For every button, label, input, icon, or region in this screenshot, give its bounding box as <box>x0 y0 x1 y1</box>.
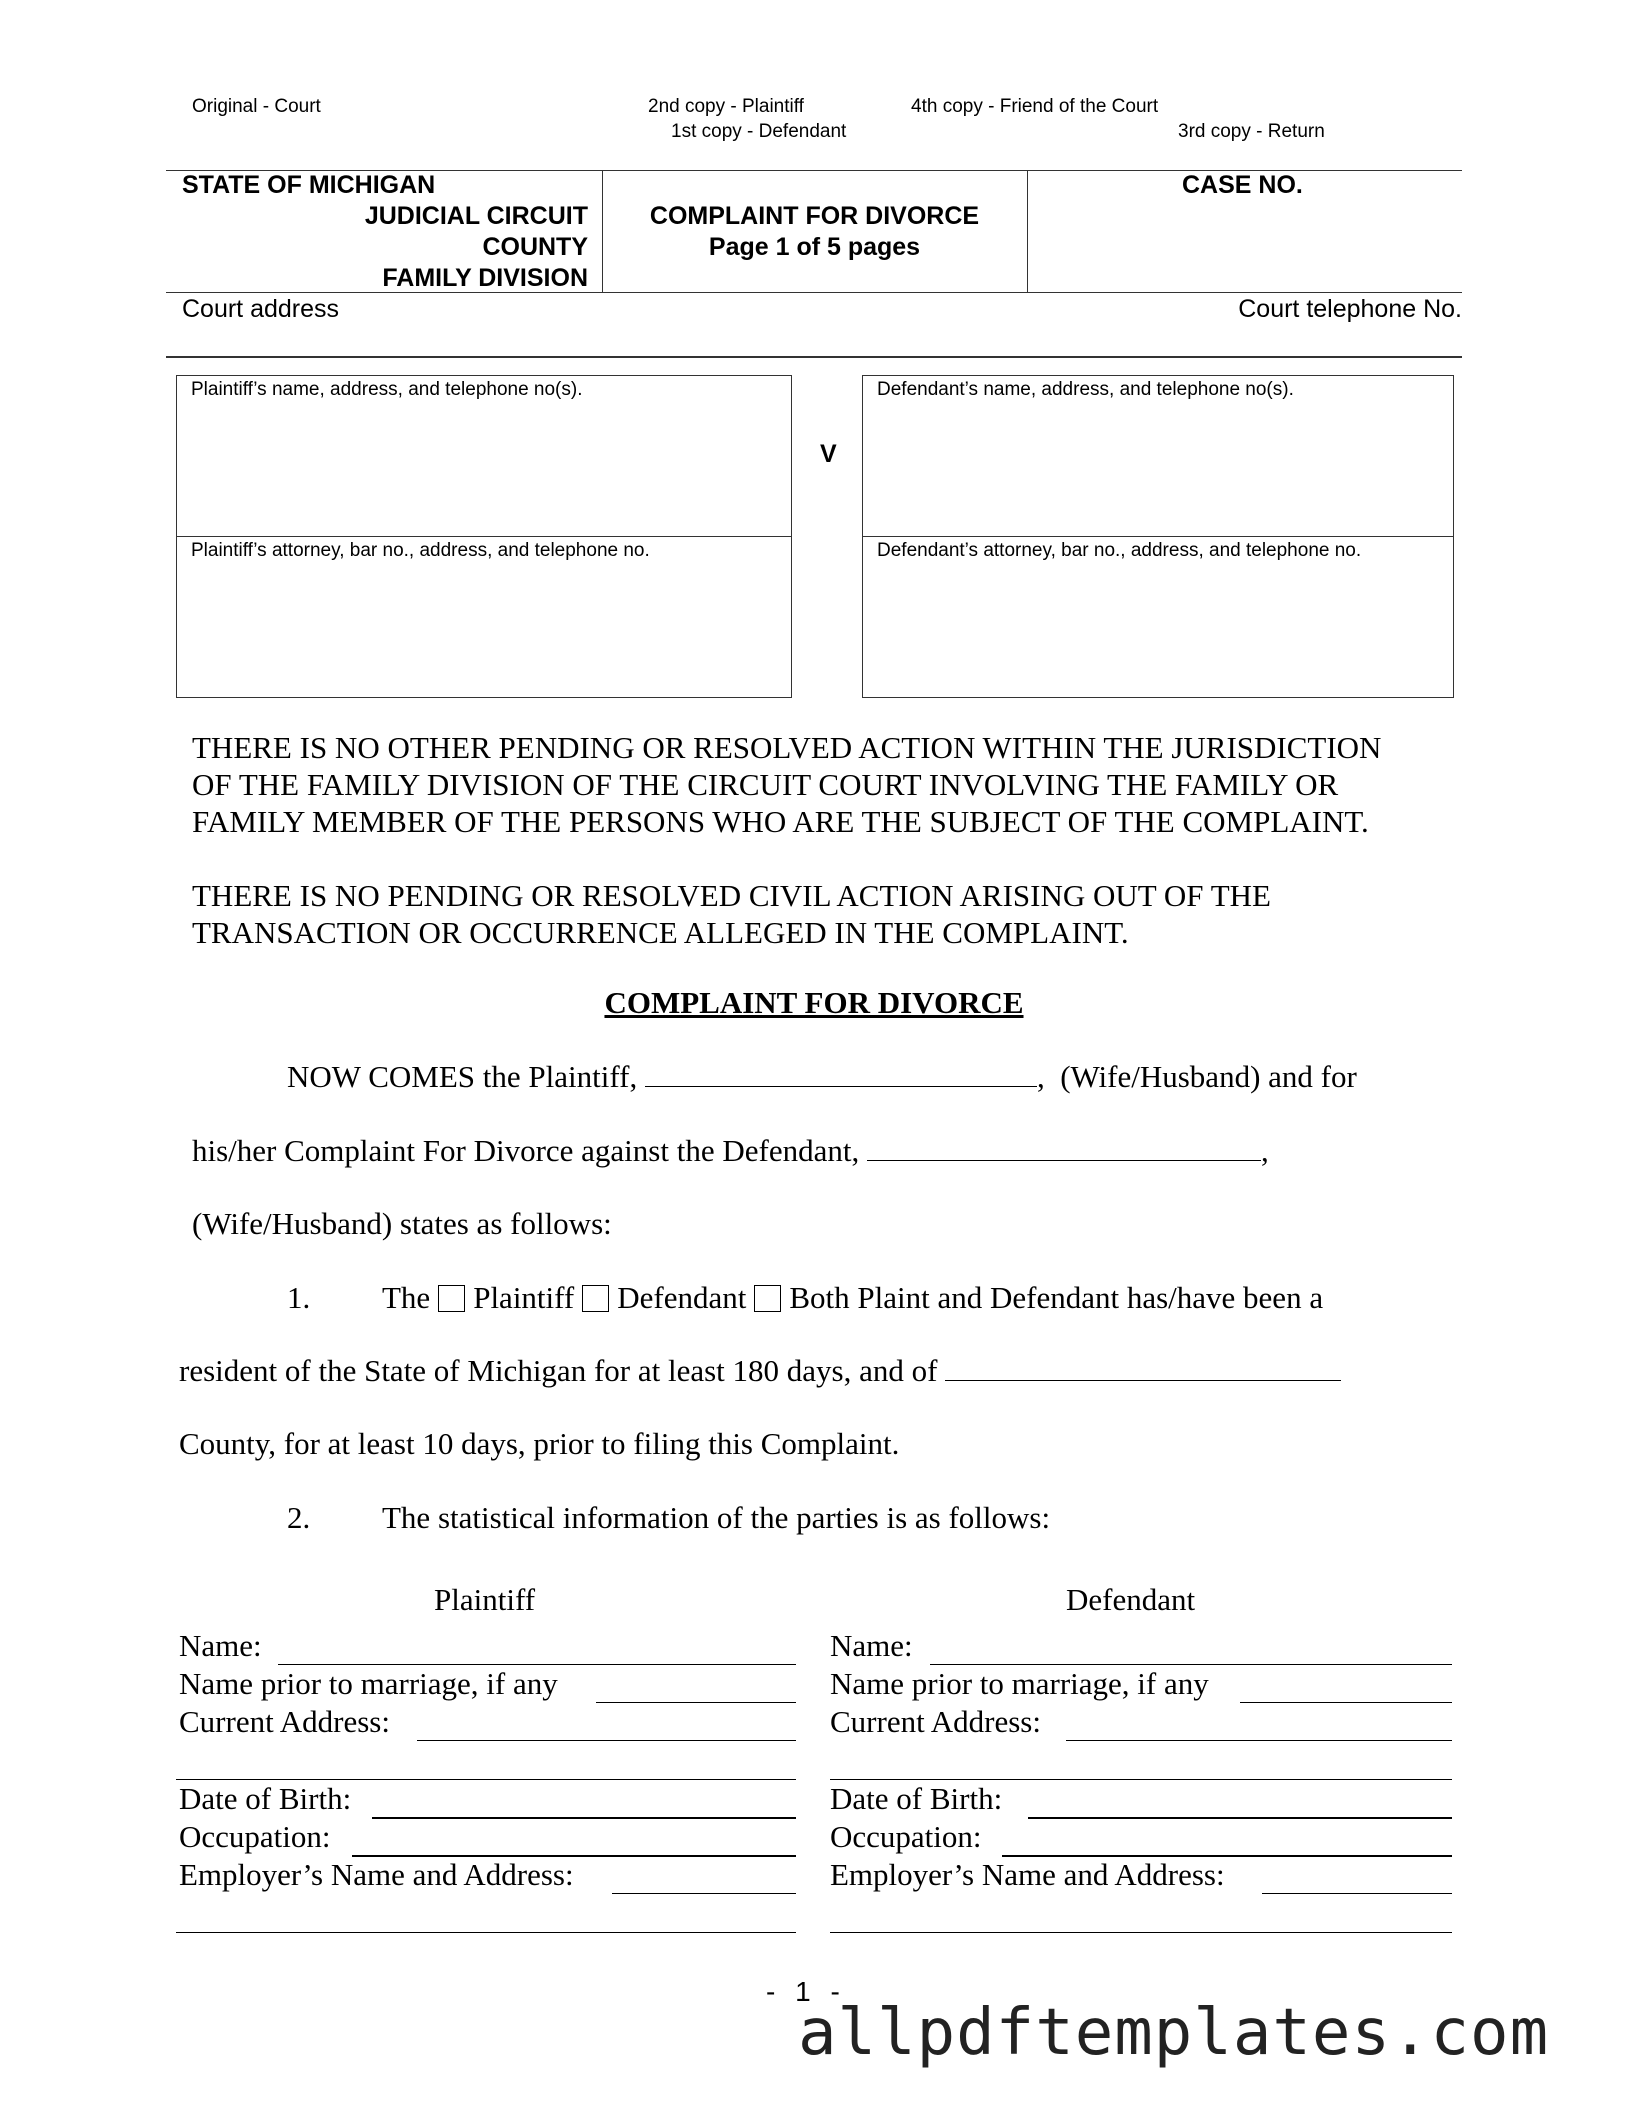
watermark: allpdftemplates.com <box>798 1996 1550 2070</box>
defendant-dob-field[interactable] <box>1028 1817 1452 1819</box>
plaintiff-name-label: Name: <box>179 1628 262 1663</box>
defendant-prior-name-field[interactable] <box>1240 1702 1452 1703</box>
court-telephone-label: Court telephone No. <box>1238 295 1462 323</box>
plaintiff-employer-field[interactable] <box>612 1893 796 1894</box>
both-checkbox[interactable] <box>754 1285 781 1312</box>
against-line <box>192 1133 1269 1169</box>
item-1-the: The <box>382 1280 431 1315</box>
plaintiff-address-field[interactable] <box>417 1740 796 1741</box>
page-number: - 1 - <box>766 1976 846 2007</box>
defendant-column-heading: Defendant <box>1066 1582 1196 1617</box>
defendant-prior-name-label: Name prior to marriage, if any <box>830 1666 1209 1701</box>
statement-line-4: THERE IS NO PENDING OR RESOLVED CIVIL ACTION ARISING OUT OF THE <box>192 878 1271 913</box>
resident-text: resident of the State of Michigan for at least 180 days, and of <box>179 1353 938 1388</box>
defendant-name-blank[interactable] <box>867 1134 1261 1161</box>
plaintiff-name-blank[interactable] <box>645 1060 1037 1087</box>
comma-2: , <box>1260 1133 1269 1168</box>
resident-line <box>179 1353 1341 1389</box>
defendant-employer-label: Employer’s Name and Address: <box>830 1857 1225 1892</box>
plaintiff-employer-field-2[interactable] <box>176 1932 796 1933</box>
item-1-number: 1. <box>287 1280 311 1315</box>
against-text: his/her Complaint For Divorce against the Defendant, <box>192 1133 860 1168</box>
plaintiff-attorney-box[interactable] <box>176 536 792 698</box>
plaintiff-info-box[interactable] <box>176 375 792 537</box>
plaintiff-address-label: Current Address: <box>179 1704 390 1739</box>
plaintiff-info-label: Plaintiff’s name, address, and telephone no(s). <box>191 379 583 400</box>
page-info: Page 1 of 5 pages <box>708 233 921 261</box>
defendant-checkbox[interactable] <box>582 1285 609 1312</box>
plaintiff-name-field[interactable] <box>278 1664 796 1665</box>
defendant-dob-label: Date of Birth: <box>830 1781 1003 1816</box>
plaintiff-dob-field[interactable] <box>372 1817 796 1819</box>
plaintiff-attorney-label: Plaintiff’s attorney, bar no., address, and telephone no. <box>191 540 650 561</box>
copy-original: Original - Court <box>192 96 321 117</box>
family-division-label: FAMILY DIVISION <box>382 264 588 292</box>
plaintiff-prior-name-label: Name prior to marriage, if any <box>179 1666 558 1701</box>
defendant-info-box[interactable] <box>862 375 1454 537</box>
defendant-attorney-box[interactable] <box>862 536 1454 698</box>
option-defendant: Defendant <box>617 1280 747 1315</box>
plaintiff-checkbox[interactable] <box>438 1285 465 1312</box>
state-name: STATE OF MICHIGAN <box>182 171 436 199</box>
plaintiff-dob-label: Date of Birth: <box>179 1781 352 1816</box>
court-address-label: Court address <box>182 295 340 323</box>
statement-line-3: FAMILY MEMBER OF THE PERSONS WHO ARE THE SUBJECT OF THE COMPLAINT. <box>192 804 1369 839</box>
now-comes-text: NOW COMES the Plaintiff, <box>287 1059 638 1094</box>
county-line: County, for at least 10 days, prior to filing this Complaint. <box>179 1426 900 1461</box>
defendant-address-label: Current Address: <box>830 1704 1041 1739</box>
plaintiff-prior-name-field[interactable] <box>596 1702 796 1703</box>
county-name-blank[interactable] <box>945 1354 1341 1381</box>
item-1-line <box>382 1280 1323 1316</box>
plaintiff-column-heading: Plaintiff <box>434 1582 536 1617</box>
header-bottom-rule <box>166 292 1462 293</box>
header-divider-left <box>602 170 603 292</box>
defendant-address-field-2[interactable] <box>830 1779 1452 1780</box>
copy-third: 3rd copy - Return <box>1178 121 1325 142</box>
defendant-info-label: Defendant’s name, address, and telephone no(s). <box>877 379 1294 400</box>
plaintiff-employer-label: Employer’s Name and Address: <box>179 1857 574 1892</box>
copy-first: 1st copy - Defendant <box>671 121 847 142</box>
statement-line-2: OF THE FAMILY DIVISION OF THE CIRCUIT COURT INVOLVING THE FAMILY OR <box>192 767 1339 802</box>
plaintiff-address-field-2[interactable] <box>176 1779 796 1780</box>
wife-husband-and-for: (Wife/Husband) and for <box>1060 1059 1357 1094</box>
case-number-label: CASE NO. <box>1182 171 1303 199</box>
option-both: Both Plaint and Defendant has/have been a <box>789 1280 1324 1315</box>
defendant-employer-field-2[interactable] <box>830 1932 1452 1933</box>
item-2-text: The statistical information of the parties is as follows: <box>382 1500 1051 1535</box>
copy-fourth: 4th copy - Friend of the Court <box>911 96 1159 117</box>
comma-1: , <box>1036 1059 1045 1094</box>
defendant-address-field[interactable] <box>1066 1740 1452 1741</box>
now-comes-line <box>287 1059 1357 1095</box>
defendant-occupation-label: Occupation: <box>830 1819 982 1854</box>
complaint-heading: COMPLAINT FOR DIVORCE <box>604 985 1024 1020</box>
county-label: COUNTY <box>482 233 588 261</box>
judicial-circuit-label: JUDICIAL CIRCUIT <box>364 202 588 230</box>
option-plaintiff: Plaintiff <box>473 1280 575 1315</box>
header-divider-right <box>1027 170 1028 292</box>
defendant-attorney-label: Defendant’s attorney, bar no., address, and telephone no. <box>877 540 1362 561</box>
plaintiff-occupation-label: Occupation: <box>179 1819 331 1854</box>
defendant-name-label: Name: <box>830 1628 913 1663</box>
form-title: COMPLAINT FOR DIVORCE <box>649 202 980 230</box>
defendant-name-field[interactable] <box>930 1664 1452 1665</box>
copy-second: 2nd copy - Plaintiff <box>648 96 804 117</box>
defendant-employer-field[interactable] <box>1262 1893 1452 1894</box>
court-info-rule <box>166 356 1462 358</box>
item-2-number: 2. <box>287 1500 311 1535</box>
statement-line-1: THERE IS NO OTHER PENDING OR RESOLVED ACTION WITHIN THE JURISDICTION <box>192 730 1382 765</box>
versus-mark: V <box>820 440 837 468</box>
statement-line-5: TRANSACTION OR OCCURRENCE ALLEGED IN THE COMPLAINT. <box>192 915 1129 950</box>
states-line: (Wife/Husband) states as follows: <box>192 1206 612 1241</box>
